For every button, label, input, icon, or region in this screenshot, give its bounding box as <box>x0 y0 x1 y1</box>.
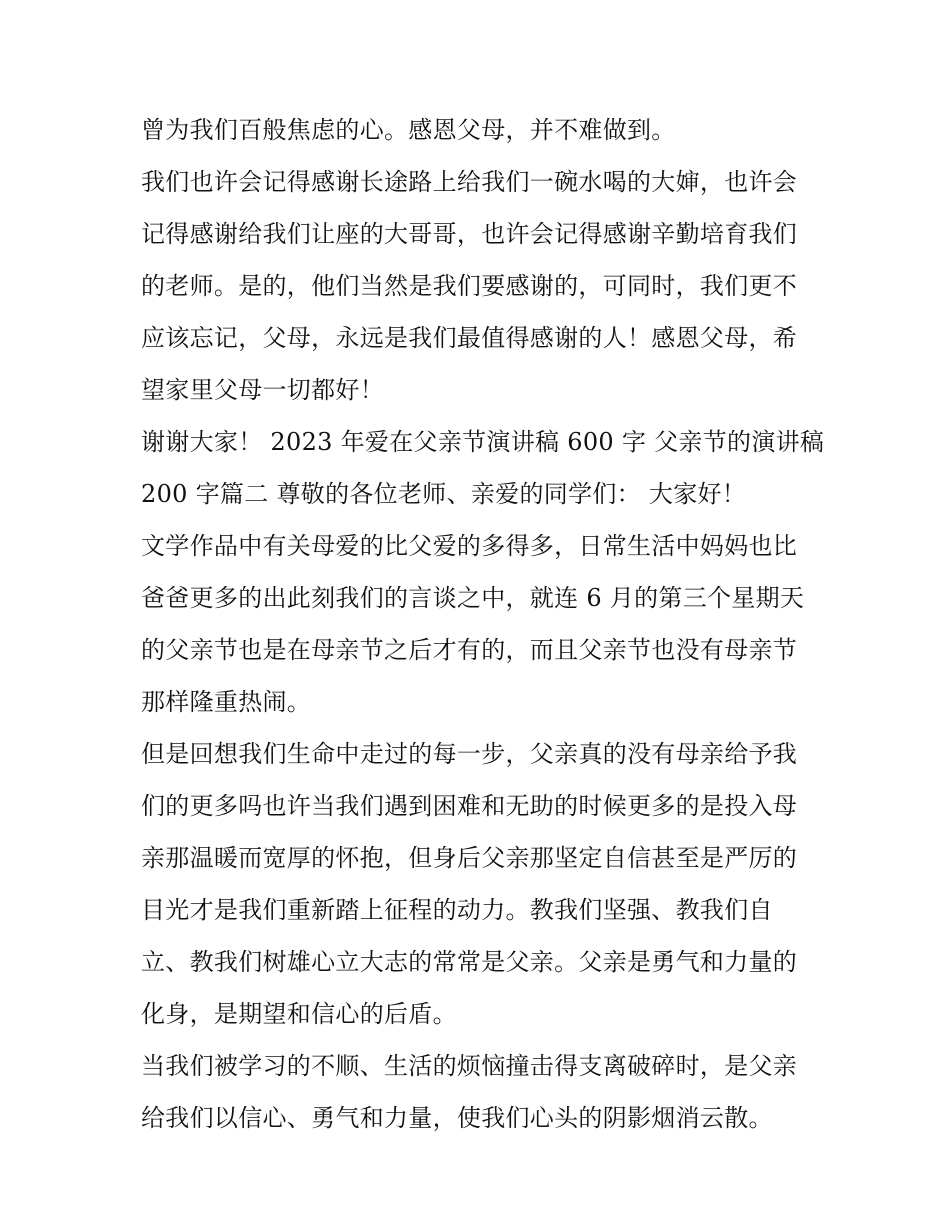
text-line: 们的更多吗也许当我们遇到困难和无助的时候更多的是投入母 <box>141 792 798 820</box>
text-line: 当我们被学习的不顺、生活的烦恼撞击得支离破碎时，是父亲 <box>141 1052 798 1080</box>
document-body <box>141 104 825 1144</box>
text-line: 望家里父母一切都好！ <box>141 376 384 404</box>
text-line: 谢谢大家！ 2023 年爱在父亲节演讲稿 600 字 父亲节的演讲稿 <box>141 428 825 456</box>
text-line: 文学作品中有关母爱的比父爱的多得多，日常生活中妈妈也比 <box>141 532 798 560</box>
text-line: 但是回想我们生命中走过的每一步，父亲真的没有母亲给予我 <box>141 740 798 768</box>
text-line: 那样隆重热闹。 <box>141 688 312 716</box>
text-line: 的父亲节也是在母亲节之后才有的，而且父亲节也没有母亲节 <box>141 636 798 664</box>
text-line: 应该忘记，父母，永远是我们最值得感谢的人！感恩父母，希 <box>141 324 798 352</box>
text-line: 给我们以信心、勇气和力量，使我们心头的阴影烟消云散。 <box>141 1104 773 1132</box>
text-line: 亲那温暖而宽厚的怀抱，但身后父亲那坚定自信甚至是严厉的 <box>141 844 798 872</box>
text-line: 立、教我们树雄心立大志的常常是父亲。父亲是勇气和力量的 <box>141 948 798 976</box>
text-line: 目光才是我们重新踏上征程的动力。教我们坚强、教我们自 <box>141 896 773 924</box>
text-line: 化身，是期望和信心的后盾。 <box>141 1000 457 1028</box>
text-line: 200 字篇二 尊敬的各位老师、亲爱的同学们： 大家好！ <box>141 480 747 508</box>
text-line: 爸爸更多的出此刻我们的言谈之中，就连 6 月的第三个星期天 <box>141 584 805 612</box>
text-line: 记得感谢给我们让座的大哥哥，也许会记得感谢辛勤培育我们 <box>141 220 798 248</box>
text-line: 曾为我们百般焦虑的心。感恩父母，并不难做到。 <box>141 116 676 144</box>
text-line: 的老师。是的，他们当然是我们要感谢的，可同时，我们更不 <box>141 272 798 300</box>
text-line: 我们也许会记得感谢长途路上给我们一碗水喝的大婶，也许会 <box>141 168 798 196</box>
